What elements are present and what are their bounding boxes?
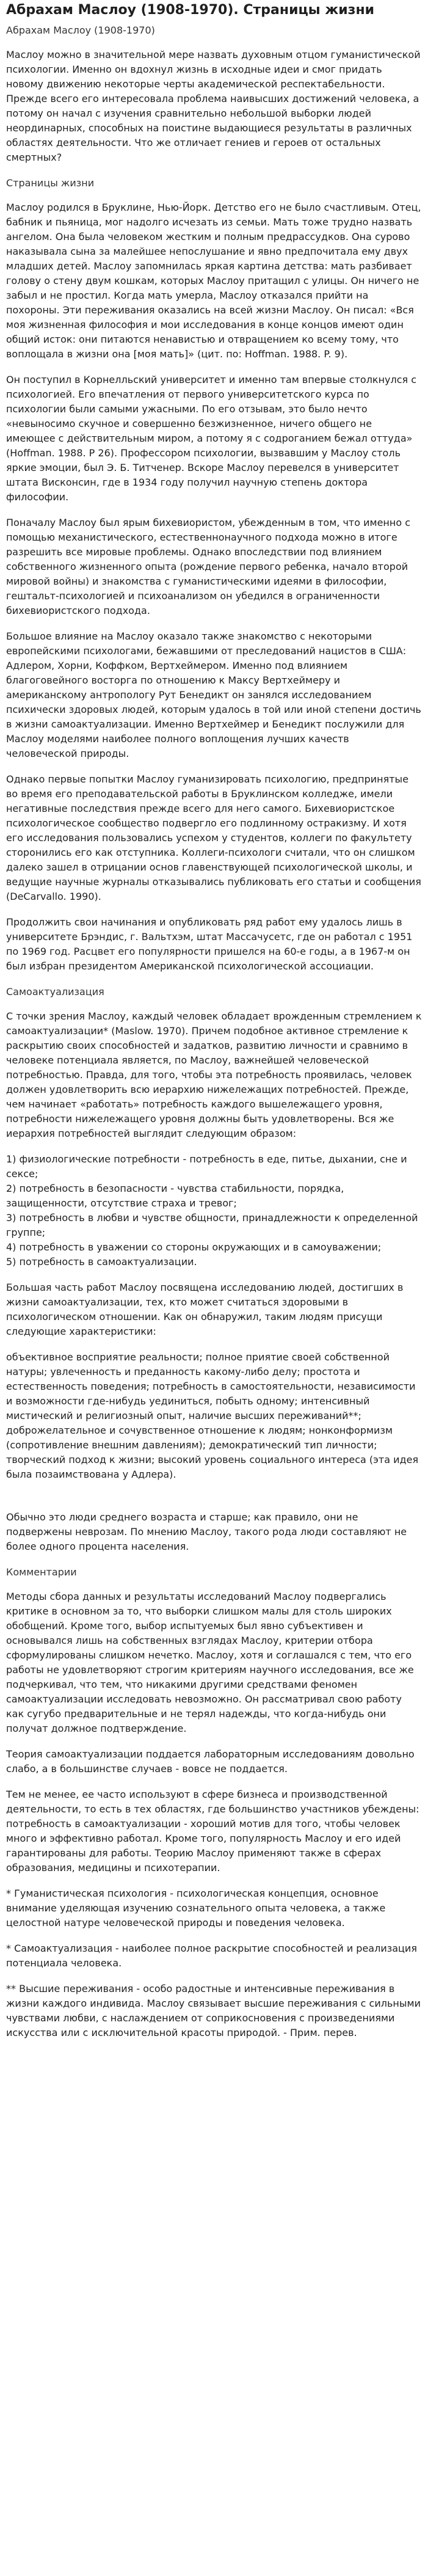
list-item: 5) потребность в самоактуализации. [6, 1256, 197, 1268]
comments-paragraph: Методы сбора данных и результаты исследований Маслоу подвергались критике в основном за то, что выборки слишком малы для столь широких обобщений. Кроме того, выбор испытуемых был явно субъективен и основывался лишь на собственных взглядах Маслоу, критерии отбора сформулированы слишком нечетко. Маслоу, хотя и соглашался с тем, что его работы не удовлетворяют строгим критериям научного исследования, все же подчеркивал, что тем, что никакими другими средствами феномен самоактуализации исследовать невозможно. Он рассматривал свою работу как сугубо предварительные и не терял надежды, что когда-нибудь они получат должное подтверждение. [6, 1591, 414, 1734]
biography-paragraph: Маслоу родился в Бруклине, Нью-Йорк. Детство его не было счастливым. Отец, бабник и пьяница, мог надолго исчезать из семьи. Мать тоже трудно назвать ангелом. Она была человеком жестким и полным предрассудков. Она сурово наказывала сына за малейшее непослушание и явно предпочитала ему двух младших детей. Маслоу запомнилась яркая картина детства: мать разбивает голову о стену двум кошкам, которых Маслоу притащил с улицы. Он ничего не забыл и не простил. Когда мать умерла, Маслоу отказался прийти на похороны. Эти переживания оказались на всей жизни Маслоу. Он писал: «Вся моя жизненная философия и мои исследования в конце концов имеют один общий исток: они питаются ненавистью и отвращением ко всему тому, что воплощала в жизни она [моя мать]» (цит. по: Hoffman. 1988. P. 9). [6, 202, 421, 360]
section-heading-biography: Страницы жизни [6, 177, 95, 189]
footnote: ** Высшие переживания - особо радостные и интенсивные переживания в жизни каждого индивида. Маслоу связывает высшие переживания с сильными чувствами любви, с наслаждением от соприкосновения с произведениями искусства или с исключительной красоты природой. - Прим. перев. [6, 1983, 421, 2038]
spacer [6, 1493, 422, 1510]
section-heading-self-actualization: Самоактуализация [6, 986, 104, 998]
section-heading-comments: Комментарии [6, 1566, 77, 1578]
page-title: Абрахам Маслоу (1908-1970). Страницы жизни [6, 2, 375, 18]
comments-paragraph: Теория самоактуализации поддается лабораторным исследованиям довольно слабо, а в большинстве случаев - вовсе не поддается. [6, 1748, 415, 1775]
list-item: 3) потребность в любви и чувстве общности, принадлежности к определенной группе; [6, 1212, 418, 1238]
traits-paragraph: объективное восприятие реальности; полное приятие своей собственной натуры; увлеченность и преданность какому-либо делу; простота и естественность поведения; потребность в самостоятельности, независимости и возможности где-нибудь уединиться, побыть одному; интенсивный мистический и религиозный опыт, наличие высших переживаний**; доброжелательное и сочувственное отношение к людям; нонконформизм (сопротивление внешним давлениям); демократический тип личности; творческий подход к жизни; высокий уровень социального интереса (эта идея была позаимствована у Адлера). [6, 1351, 419, 1480]
list-item: 4) потребность в уважении со стороны окружающих и в самоуважении; [6, 1241, 382, 1253]
rarity-paragraph: Обычно это люди среднего возраста и старше; как правило, они не подвержены неврозам. По мнению Маслоу, такого рода люди составляют не более одного процента населения. [6, 1511, 407, 1552]
biography-paragraph: Он поступил в Корнелльский университет и именно там впервые столкнулся с психологией. Его впечатления от первого университетского курса по психологии были самыми ужасными. По его отзывам, это было нечто «невыносимо скучное и совершенно безжизненное, ничего общего не имеющее с действительным миром, а потому я с содроганием бежал оттуда» (Hoffman. 1988. P 26). Профессором психологии, вызвавшим у Маслоу столь яркие эмоции, был Э. Б. Титченер. Вскоре Маслоу перевелся в университет штата Висконсин, где в 1934 году получил научную степень доктора философии. [6, 374, 417, 503]
self-actualization-paragraph: Большая часть работ Маслоу посвящена исследованию людей, достигших в жизни самоактуализации, тех, кто может считаться здоровыми в психологическом отношении. Как он обнаружил, таким людям присущи следующие характеристики: [6, 1282, 404, 1337]
biography-paragraph: Продолжить свои начинания и опубликовать ряд работ ему удалось лишь в университете Брэндис, г. Вальтхэм, штат Массачусетс, где он работал с 1951 по 1969 год. Расцвет его популярности пришелся на 60-е годы, а в 1967-м он был избран президентом Американской психологической ассоциации. [6, 916, 413, 972]
list-item: 2) потребность в безопасности - чувства стабильности, порядка, защищенности, отсутствие страха и тревог; [6, 1183, 344, 1209]
article [0, 1, 428, 2066]
biography-paragraph: Большое влияние на Маслоу оказало также знакомство с некоторыми европейскими психологами, бежавшими от преследований нацистов в США: Адлером, Хорни, Коффком, Вертхеймером. Именно под влиянием благоговейного восторга по отношению к Максу Вертхеймеру и американскому антропологу Рут Бенедикт он занялся исследованием психически здоровых людей, которым удалось в той или иной степени достичь в жизни самоактуализации. Именно Вертхеймер и Бенедикт послужили для Маслоу моделями наиболее полного воплощения лучших качеств человеческой природы. [6, 630, 421, 759]
footnote: * Гуманистическая психология - психологическая концепция, основное внимание уделяющая изучению сознательного опыта человека, а также целостной натуре человеческой природы и поведения человека. [6, 1888, 386, 1928]
needs-hierarchy-list [6, 1152, 422, 1269]
intro-paragraph: Маслоу можно в значительной мере назвать духовным отцом гуманистической психологии. Именно он вдохнул жизнь в исходные идеи и смог придать новому движению некоторые черты академической респектабельности. Прежде всего его интересовала проблема наивысших достижений человека, а потому он начал с изучения сравнительно небольшой выборки людей неординарных, способных на поистине выдающиеся результаты в различных областях деятельности. Что же отличает гениев и героев от остальных смертных? [6, 49, 421, 163]
biography-paragraph: Поначалу Маслоу был ярым бихевиористом, убежденным в том, что именно с помощью механистического, естественнонаучного подхода можно в итоге разрешить все мировые проблемы. Однако впоследствии под влиянием собственного жизненного опыта (рождение первого ребенка, начало второй мировой войны) и знакомства с гуманистическими идеями в философии, гештальт-психологией и психоанализом он убедился в ограниченности бихевиористского подхода. [6, 517, 411, 616]
biography-paragraph: Однако первые попытки Маслоу гуманизировать психологию, предпринятые во время его преподавательской работы в Бруклинском колледже, имели негативные последствия прежде всего для него самого. Бихевиористское психологическое сообщество подвергло его подлинному остракизму. И хотя его исследования пользовались успехом у студентов, коллеги по факультету сторонились его как отступника. Коллеги-психологи считали, что он слишком далеко зашел в отрицании основ главенствующей психологической школы, и ведущие научные журналы отказывались публиковать его статьи и сообщения (DeCarvallo. 1990). [6, 773, 421, 902]
self-actualization-paragraph: С точки зрения Маслоу, каждый человек обладает врожденным стремлением к самоактуализации* (Maslow. 1970). Причем подобное активное стремление к раскрытию своих способностей и задатков, развитию личности и сравнимо в человеке потенциала является, по Маслоу, важнейшей человеческой потребностью. Правда, для того, чтобы эта потребность проявилась, человек должен удовлетворить всю иерархию нижележащих потребностей. Прежде, чем начинает «работать» потребность каждого вышележащего уровня, потребности нижележащего уровня должны быть удовлетворены. Вся же иерархия потребностей выглядит следующим образом: [6, 1010, 422, 1139]
comments-paragraph: Тем не менее, ее часто используют в сфере бизнеса и производственной деятельности, то есть в тех областях, где большинство участников убеждены: потребность в самоактуализации - хороший мотив для того, чтобы человек много и эффективно работал. Кроме того, популярность Маслоу и его идей гарантированы для работы. Теорию Маслоу применяют также в сферах образования, медицины и психотерапии. [6, 1789, 419, 1874]
footnote: * Самоактуализация - наиболее полное раскрытие способностей и реализация потенциала человека. [6, 1943, 417, 1969]
list-item: 1) физиологические потребности - потребность в еде, питье, дыхании, сне и сексе; [6, 1153, 407, 1180]
article-subtitle: Абрахам Маслоу (1908-1970) [6, 24, 155, 36]
